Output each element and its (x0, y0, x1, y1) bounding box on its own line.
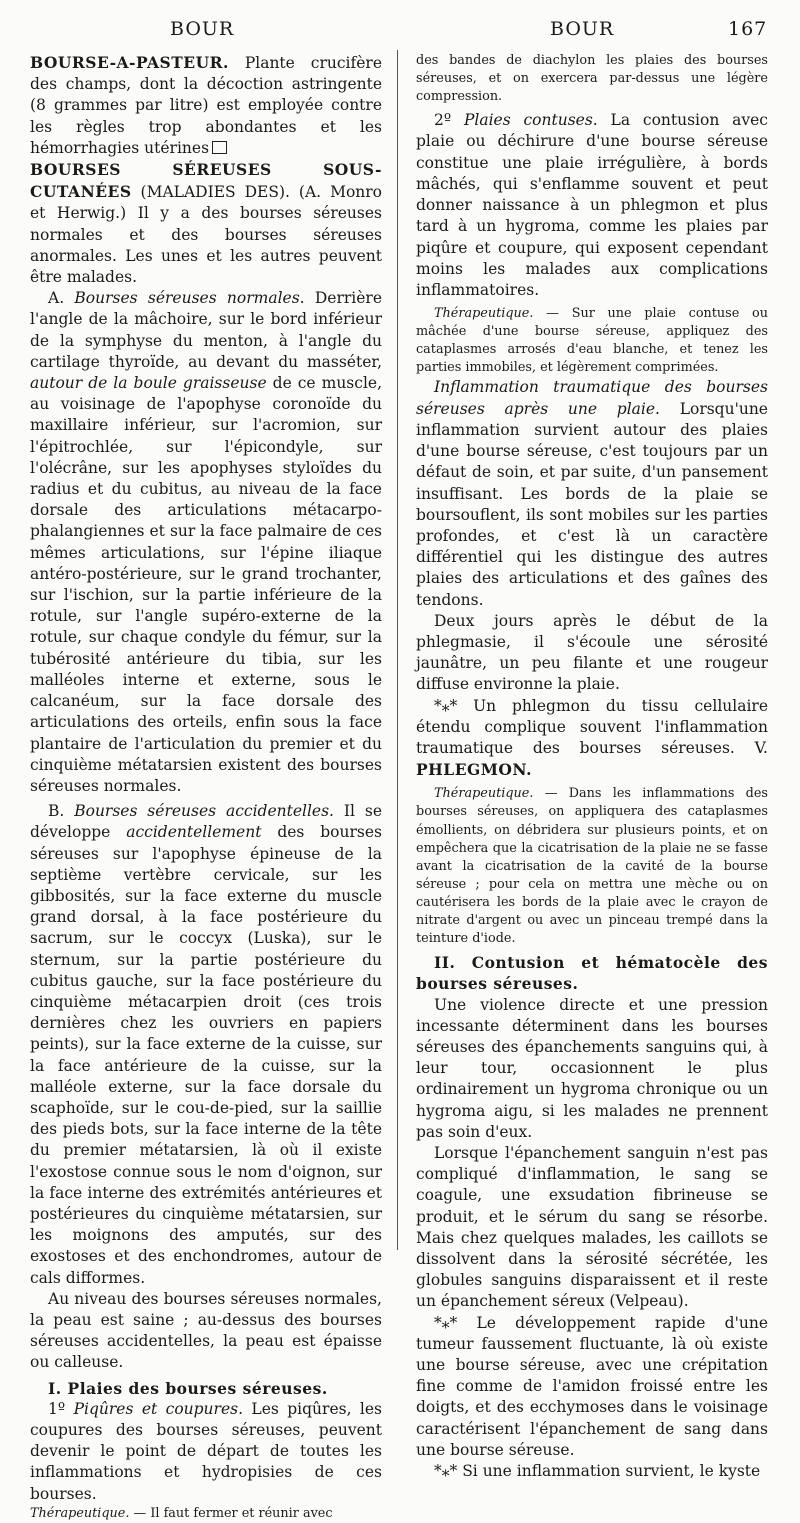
running-head-right: BOUR (550, 18, 615, 40)
right-column (416, 52, 768, 1482)
therapeutique-note: Thérapeutique. — Sur une plaie contuse ou mâchée d'une bourse séreuse, appliquez des cataplasmes arrosés d'eau blanche, et tenez les parties immobiles, et légèrement comprimées. (416, 306, 768, 376)
subheading: Bourses séreuses accidentelles. (74, 802, 334, 821)
section-heading-1: I. Plaies des bourses séreuses. (48, 1378, 328, 1398)
entry-text: Plante crucifère des champs, dont la décoction astringente (8 grammes par litre) est employée contre les règles trop abondantes et les hémorrhagies utérines (30, 54, 382, 157)
paragraph-a: A. Bourses séreuses normales. Derrière l'angle de la mâchoire, sur le bord inférieur de la symphyse du menton, à l'angle du cartilage thyroïde, au devant du masséter, autour de la boule graisseuse de ce muscle, au voisinage de l'apophyse coronoïde du maxillaire inférieur, sur l'acromion, sur l'épitrochlée, sur l'épicondyle, sur l'olécrâne, sur les apophyses styloïdes du radius et du cubitus, au niveau de la face dorsale des articulations métacarpo-phalangiennes et sur la face palmaire de ces mêmes articulations, sur l'épine iliaque antéro-postérieure, sur le grand trochanter, sur l'ischion, sur la partie inférieure de la rotule, sur l'angle supéro-externe de la rotule, sur chaque condyle du fémur, sur la tubérosité antérieure du tibia, sur les malléoles interne et externe, sous le calcanéum, sur la face dorsale des articulations des orteils, enfin sous la face plantaire de l'articulation du premier et du cinquième métatarsien existent des bourses séreuses normales. (30, 289, 382, 795)
paragraph-r2: 2º Plaies contuses. La contusion avec plaie ou déchirure d'une bourse séreuse constitue une plaie irrégulière, à bords mâchés, qui s'enflamme souvent et peut donner naissance à un phlegmon et plus tard à un hygroma, comme les plaies par piqûre et coupure, qui exposent cependant moins les malades aux complications inflammatoires. (416, 111, 768, 299)
entry-text: (MALADIES DES). (A. Monro et Herwig.) Il y a des bourses séreuses normales et des bourses séreuses anormales. Les unes et les autres peuvent être malades. (30, 183, 382, 287)
paragraph-r6: *⁎* Un phlegmon du tissu cellulaire étendu complique souvent l'inflammation traumatique des bourses séreuses. V. PHLEGMON. (416, 696, 768, 780)
therapeutique-note: Thérapeutique. — Il faut fermer et réunir avec (30, 1505, 333, 1521)
running-head-left: BOUR (170, 18, 235, 40)
page-number: 167 (728, 18, 768, 40)
subheading: Piqûres et coupures. (73, 1399, 243, 1418)
entry-headword: BOURSES SÉREUSES SOUS-CUTANÉES (30, 160, 382, 202)
subheading: Bourses séreuses normales. (74, 289, 305, 308)
paragraph-r8: Une violence directe et une pression incessante déterminent dans les bourses séreuses des épanchements sanguins qui, à leur tour, occasionnent le plus ordinairement un hygroma chronique ou un hygroma aigu, si les malades ne prennent pas soin d'eux. (416, 995, 768, 1141)
end-box-icon (212, 141, 227, 154)
subheading: Plaies contuses. (463, 111, 598, 130)
paragraph-c: Au niveau des bourses séreuses normales, la peau est saine ; au-dessus des bourses séreuses accidentelles, la peau est épaisse ou calleuse. (30, 1289, 382, 1372)
subheading: Inflammation traumatique des bourses séreuses après une plaie. (416, 378, 768, 418)
paragraph-b: B. Bourses séreuses accidentelles. Il se développe accidentellement des bourses séreuses sur l'apophyse épineuse de la septième vertèbre cervicale, sur les gibbosités, sur la face externe du muscle grand dorsal, à la face postérieure du sacrum, sur le coccyx (Luska), sur le sternum, sur la partie postérieure du cubitus gauche, sur la face postérieure du cinquième métacarpien droit (ces trois dernières chez les ouvriers en papiers peints), sur la face externe de la cuisse, sur la face antérieure de la cuisse, sur la malléole externe, sur la face dorsale du scaphoïde, sur le cou-de-pied, sur la saillie des pieds bots, sur la face interne de la tête du premier métatarsien, là où il existe l'exostose connue sous le nom d'oignon, sur la face interne des extrémités antérieures et postérieures du cinquième métatarsien, sur les moignons des amputés, sur des exostoses et des enchondromes, autour de cals difformes. (30, 802, 382, 1287)
paragraph-1o: 1º Piqûres et coupures. Les piqûres, les coupures des bourses séreuses, peuvent devenir le point de départ de toutes les inflammations et hydropisies de ces bourses. (30, 1399, 382, 1503)
left-column (30, 52, 382, 1523)
paragraph-r1: des bandes de diachylon les plaies des bourses séreuses, et on exercera par-dessus une légère compression. (416, 53, 768, 105)
column-divider (397, 50, 398, 1250)
entry-headword: BOURSE-A-PASTEUR. (30, 53, 229, 72)
paragraph-r10: *⁎* Le développement rapide d'une tumeur faussement fluctuante, là où existe une bourse séreuse, avec une crépitation fine comme de l'amidon froissé entre les doigts, et des ecchymoses dans le voisinage caractérisent l'épanchement de sang dans une bourse séreuse. (416, 1313, 768, 1459)
section-heading-2: II. Contusion et hématocèle des bourses séreuses. (416, 953, 768, 994)
paragraph-r5: Deux jours après le début de la phlegmasie, il s'écoule une sérosité jaunâtre, un peu filante et une rougeur diffuse environne la plaie. (416, 611, 768, 694)
entry-bourse-a-pasteur (30, 52, 382, 159)
paragraph-r4: Inflammation traumatique des bourses séreuses après une plaie. Lorsqu'une inflammation survient autour des plaies d'une bourse séreuse, c'est toujours par un défaut de soin, et par suite, d'un pansement insuffisant. Les bords de la plaie se boursouflent, ils sont mobiles sur les parties profondes, et c'est là un caractère différentiel qui les distingue des autres plaies des articulations et des gaînes des tendons. (416, 378, 768, 609)
paragraph-r11: *⁎* Si une inflammation survient, le kyste (434, 1462, 761, 1481)
therapeutique-note: Thérapeutique. — Dans les inflammations des bourses séreuses, on appliquera des cataplasmes émollients, on débridera sur plusieurs points, et on empêchera que la cicatrisation de la plaie ne se fasse avant la cicatrisation de la cavité de la bourse séreuse ; pour cela on mettra une mèche ou on cautérisera les bords de la plaie avec le crayon de nitrate d'argent ou avec un pinceau trempé dans la teinture d'iode. (416, 786, 768, 947)
entry-bourses-sereuses (30, 159, 382, 288)
paragraph-r9: Lorsque l'épanchement sanguin n'est pas compliqué d'inflammation, le sang se coagule, une exsudation fibrineuse se produit, et le sérum du sang se résorbe. Mais chez quelques malades, les caillots se dissolvent dans la sérosité sécrétée, les globules sanguins disparaissent et il reste un épanchement séreux (Velpeau). (416, 1144, 768, 1311)
